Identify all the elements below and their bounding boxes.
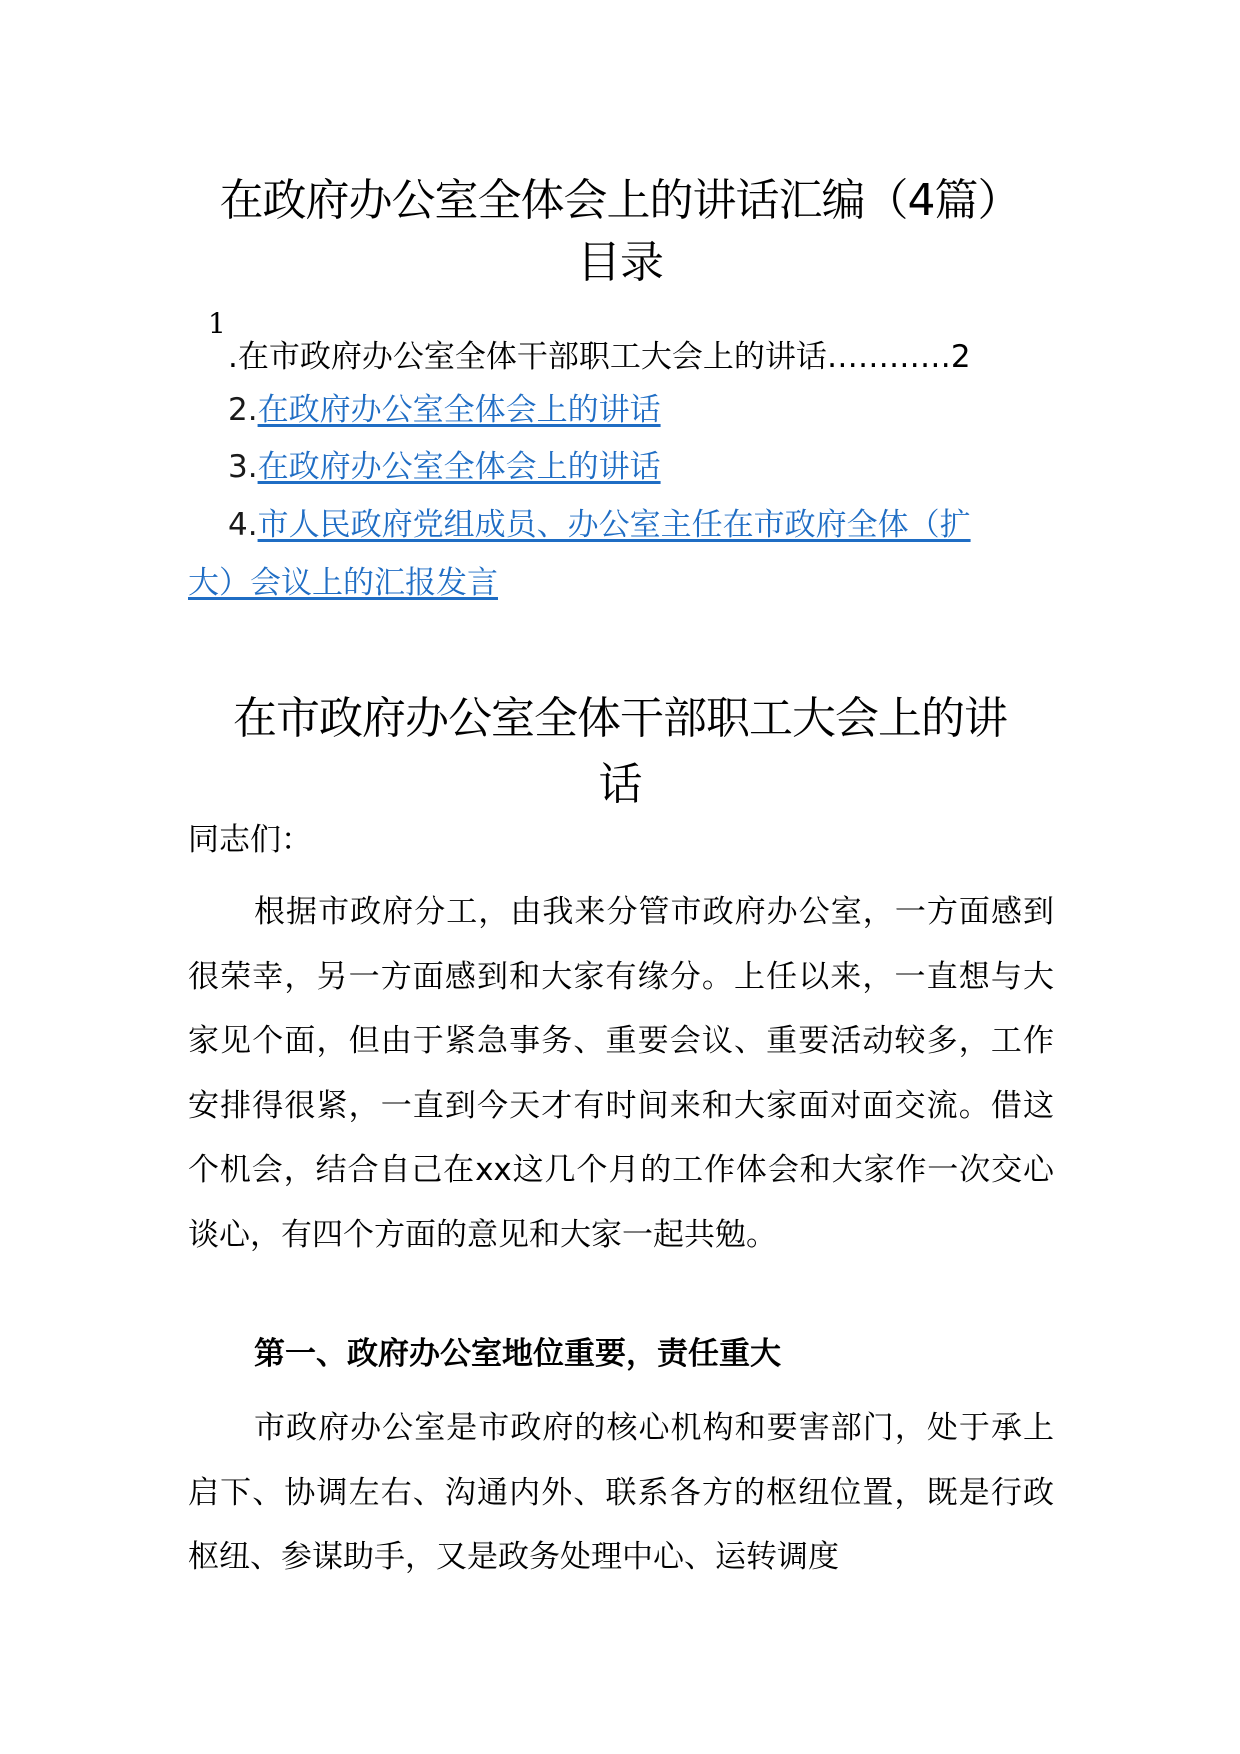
section-title: 在市政府办公室全体干部职工大会上的讲 [233,693,1007,744]
toc-item-1[interactable] [228,337,1048,377]
toc-item-3-number: 3. [228,449,258,485]
body-paragraph: 根据市政府分工，由我来分管市政府办公室，一方面感到很荣幸，另一方面感到和大家有缘分。上任以来，一直想与大家见个面，但由于紧急事务、重要会议、重要活动较多，工作安排得很紧，一直到今天才有时间来和大家面对面交流。借这个机会，结合自己在xx这几个月的工作体会和大家作一次交心谈心，有四个方面的意见和大家一起共勉。 [188,894,1054,1253]
toc-item-4-link-cont[interactable]: 大）会议上的汇报发言 [188,565,498,601]
salutation: 同志们： [188,822,312,858]
body-paragraph: 市政府办公室是市政府的核心机构和要害部门，处于承上启下、协调左右、沟通内外、联系各方的枢纽位置，既是行政枢纽、参谋助手，又是政务处理中心、运转调度 [188,1410,1054,1575]
section-title-cont: 话 [598,759,642,810]
toc-item-2[interactable] [228,390,1048,430]
toc-item-3[interactable] [228,447,1048,487]
toc-item-number: 1 [208,307,226,340]
toc-item-4-number: 4. [228,507,258,543]
document-title: 在政府办公室全体会上的讲话汇编（4篇） [219,175,1021,226]
section-subheading: 第一、政府办公室地位重要，责任重大 [254,1336,781,1372]
toc-item-3-link[interactable]: 在政府办公室全体会上的讲话 [257,449,661,485]
toc-heading: 目录 [577,237,663,288]
toc-item-2-number: 2. [228,392,258,428]
toc-item-4[interactable] [228,505,1048,545]
toc-item-4-continued[interactable] [188,563,498,603]
toc-item-1-text: .在市政府办公室全体干部职工大会上的讲话…………2 [228,339,971,375]
toc-item-2-link[interactable]: 在政府办公室全体会上的讲话 [257,392,661,428]
toc-item-4-link[interactable]: 市人民政府党组成员、办公室主任在市政府全体（扩 [257,507,971,543]
